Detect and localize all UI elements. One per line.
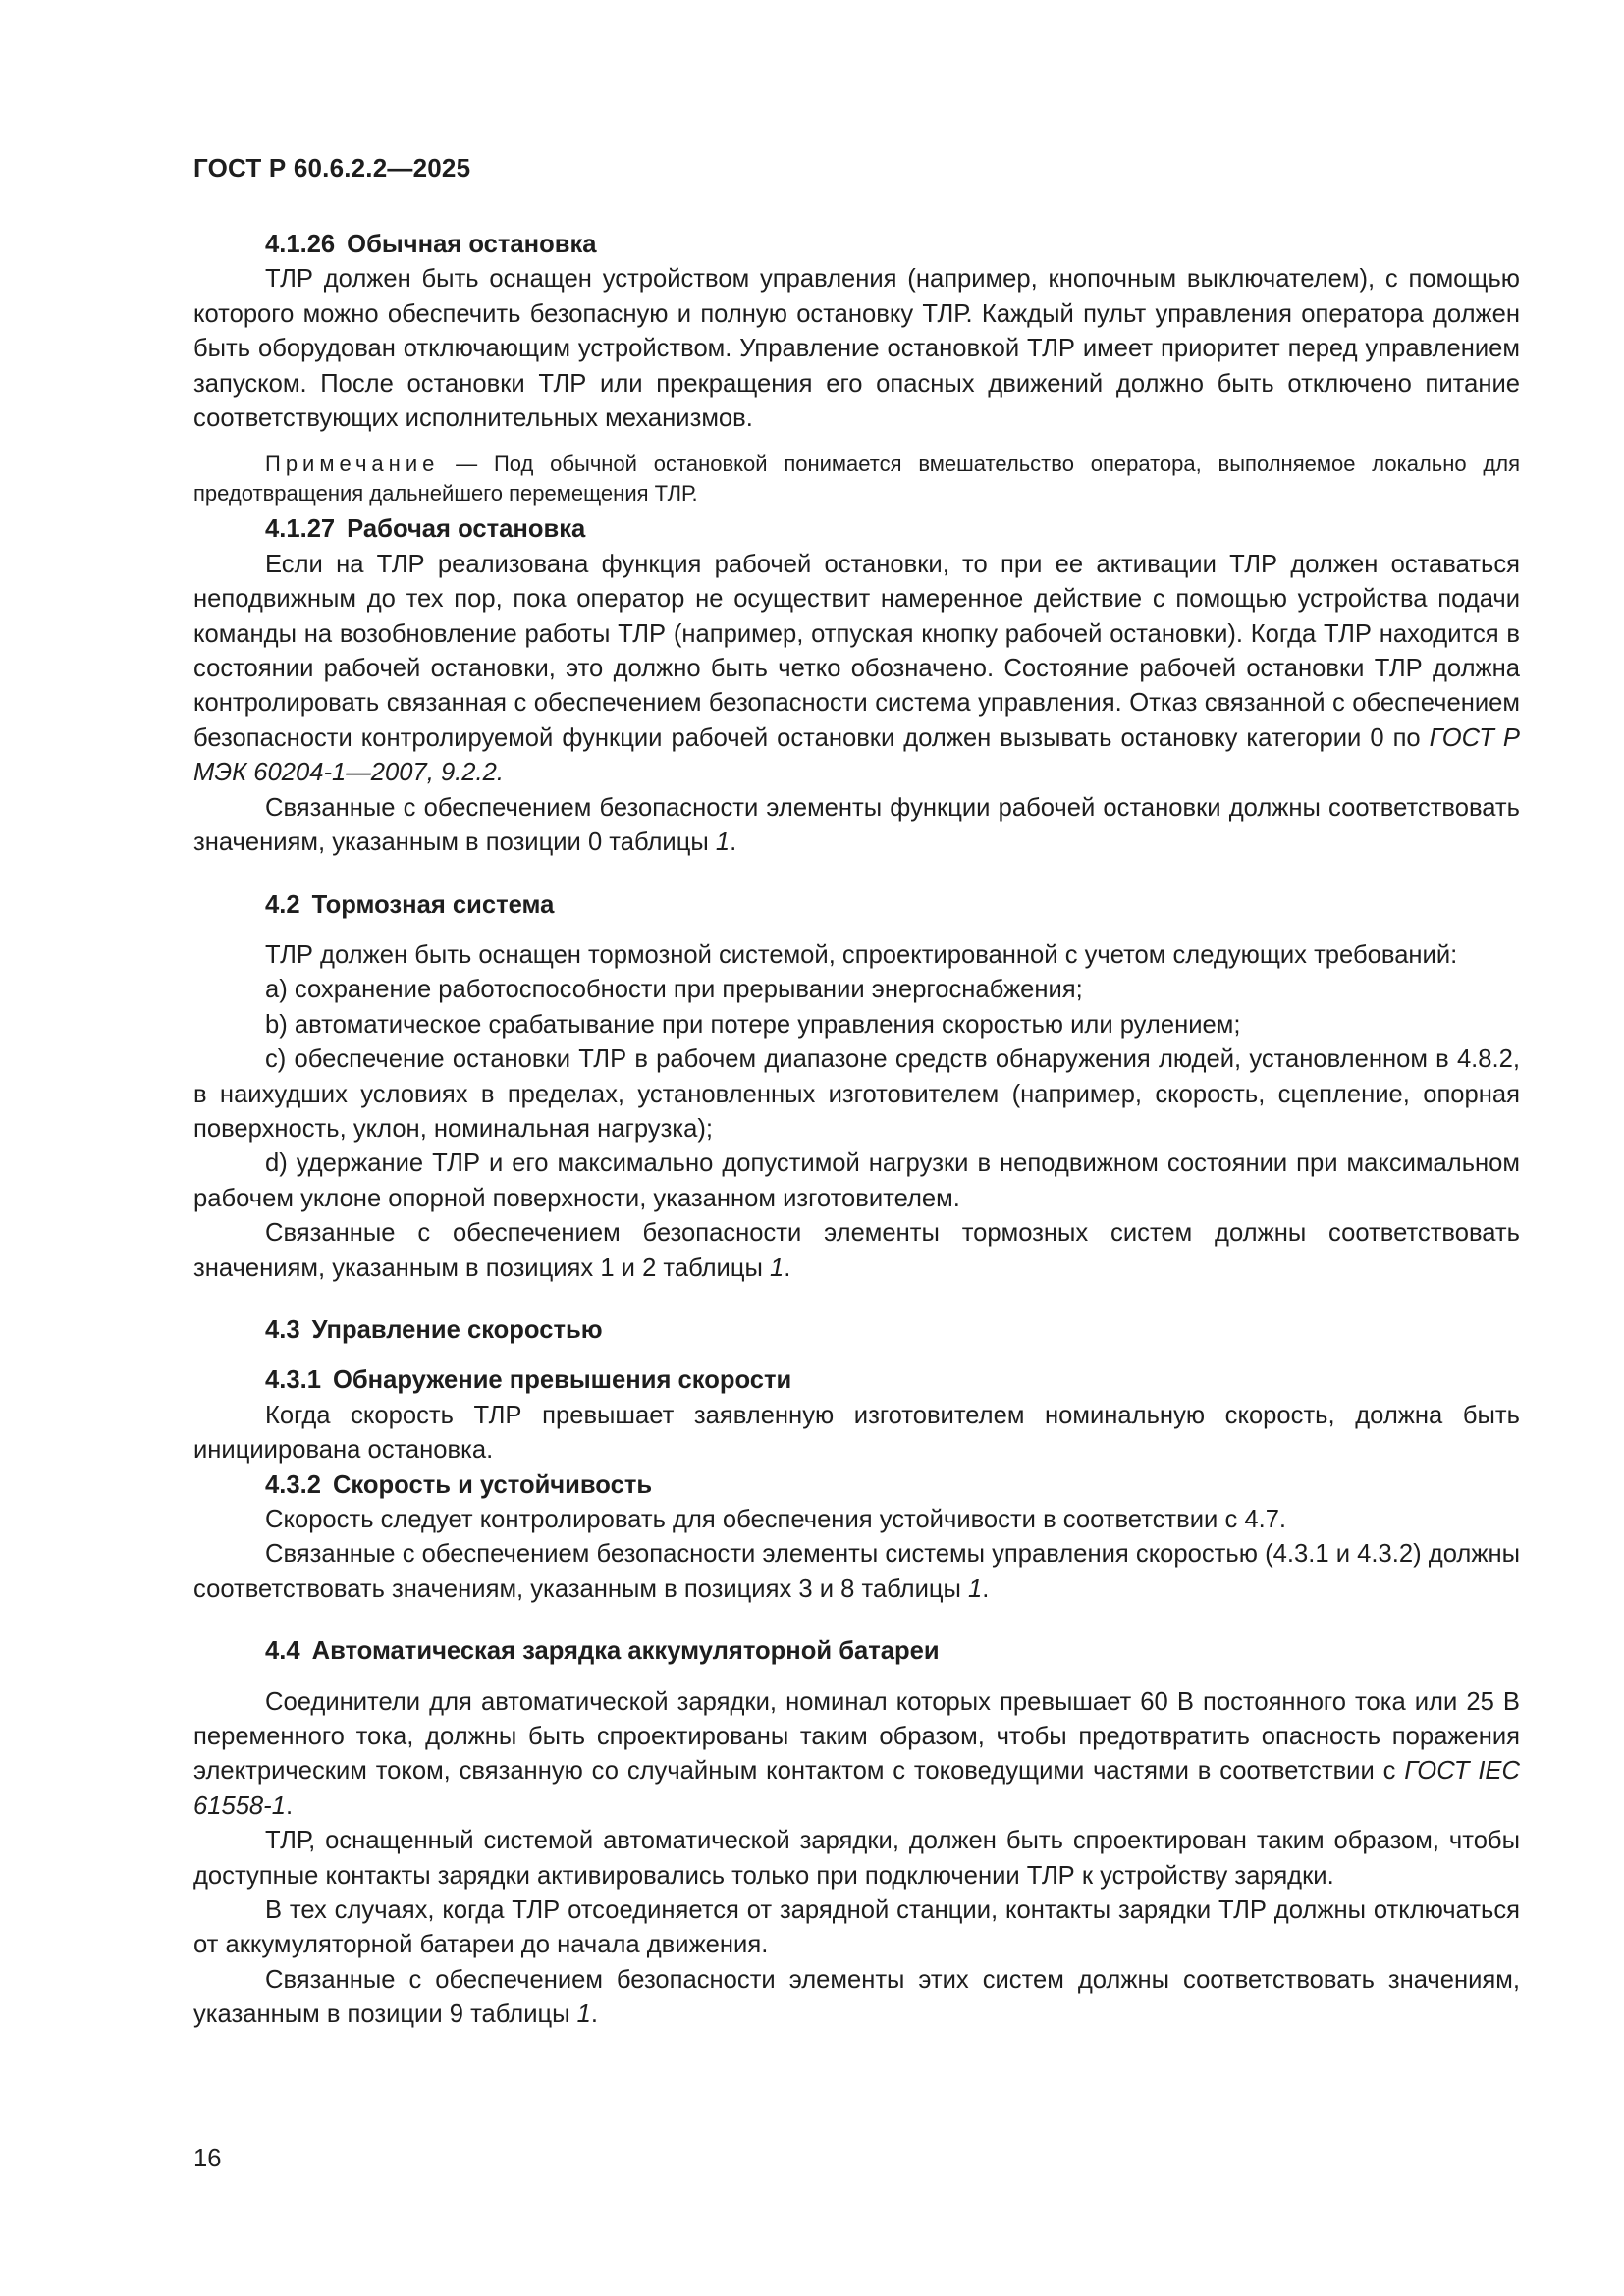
table-reference: 1 (968, 1575, 983, 1603)
section-heading-4-2 (193, 888, 1520, 923)
paragraph-text: Связанные с обеспечением безопасности элементы тормозных систем должны соответствовать значениям, указанным в позициях 1 и 2 таблицы (193, 1219, 1520, 1282)
paragraph: ТЛР, оснащенный системой автоматической зарядки, должен быть спроектирован таким образом, чтобы доступные контакты зарядки активировались только при подключении ТЛР к устройству зарядки. (193, 1827, 1520, 1890)
section-number: 4.4 (265, 1637, 300, 1666)
list-item: b) автоматическое срабатывание при потере управления скоростью или рулением; (265, 1010, 1241, 1039)
paragraph-end: . (285, 1791, 294, 1820)
paragraph: Когда скорость ТЛР превышает заявленную изготовителем номинальную скорость, должна быть инициирована остановка. (193, 1401, 1520, 1465)
standard-reference: ГОСТ IEC 61558-1 (193, 1757, 1520, 1820)
note-label: Примечание (265, 452, 440, 477)
list-item: d) удержание ТЛР и его максимально допустимой нагрузки в неподвижном состоянии при максимальном рабочем уклоне опорной поверхности, указанном изготовителем. (193, 1149, 1520, 1212)
list-item: a) сохранение работоспособности при прерывании энергоснабжения; (265, 976, 1083, 1004)
page-number: 16 (193, 2145, 222, 2172)
document-code-header: ГОСТ Р 60.6.2.2—2025 (193, 153, 471, 183)
section-title: Рабочая остановка (347, 515, 586, 544)
paragraph (193, 1963, 1520, 2033)
section-number: 4.3 (265, 1315, 300, 1344)
paragraph-text: Связанные с обеспечением безопасности элементы функции рабочей остановки должны соответствовать значениям, указанным в позиции 0 таблицы (193, 793, 1520, 857)
section-heading-4-3-2 (193, 1468, 1520, 1503)
paragraph (193, 548, 1520, 791)
document-body (193, 228, 1520, 2033)
section-number: 4.3.2 (265, 1470, 321, 1499)
list-item: c) обеспечение остановки ТЛР в рабочем диапазоне средств обнаружения людей, установленном в 4.8.2, в наихудших условиях в пределах, установленных изготовителем (например, скорость, сцепление, опорная поверхность, уклон, номинальная нагрузка); (193, 1045, 1520, 1143)
note-text: Под обычной остановкой понимается вмешательство оператора, выполняемое локально для предотвращения дальнейшего перемещения ТЛР. (193, 452, 1521, 507)
table-reference: 1 (770, 1254, 785, 1282)
paragraph (193, 1216, 1520, 1286)
paragraph-end: . (784, 1254, 791, 1282)
paragraph-end: . (590, 2001, 599, 2029)
table-reference: 1 (715, 828, 731, 857)
section-number: 4.2 (265, 890, 300, 919)
paragraph-text: Если на ТЛР реализована функция рабочей остановки, то при ее активации ТЛР должен оставаться неподвижным до тех пор, пока оператор не осуществит намеренное действие с помощью устройства подачи команды на возобновление работы ТЛР (например, отпуская кнопку рабочей остановки). Когда ТЛР находится в состоянии рабочей остановки, это должно быть четко обозначено. Состояние рабочей остановки ТЛР должна контролировать связанная с обеспечением безопасности система управления. Отказ связанной с обеспечением безопасности контролируемой функции рабочей остановки должен вызывать остановку категории 0 по (193, 550, 1520, 752)
section-title: Автоматическая зарядка аккумуляторной батареи (311, 1637, 940, 1666)
section-number: 4.1.26 (265, 231, 336, 258)
paragraph (193, 1537, 1520, 1607)
section-title: Обнаружение превышения скорости (332, 1366, 792, 1395)
section-heading-4-3 (193, 1313, 1520, 1348)
paragraph: В тех случаях, когда ТЛР отсоединяется от зарядной станции, контакты зарядки ТЛР должны отключаться от аккумуляторной батареи до начала движения. (193, 1896, 1520, 1959)
paragraph: ТЛР должен быть оснащен устройством управления (например, кнопочным выключателем), с помощью которого можно обеспечить безопасную и полную остановку ТЛР. Каждый пульт управления оператора должен быть оборудован отключающим устройством. Управление остановкой ТЛР имеет приоритет перед управлением запуском. После остановки ТЛР или прекращения его опасных движений должно быть отключено питание соответствующих исполнительных механизмов. (193, 265, 1520, 433)
section-title: Скорость и устойчивость (332, 1470, 653, 1499)
section-number: 4.3.1 (265, 1366, 321, 1395)
section-heading-4-4 (193, 1634, 1520, 1669)
paragraph-text: Связанные с обеспечением безопасности элементы системы управления скоростью (4.3.1 и 4.3.2) должны соответствовать значениям, указанным в позициях 3 и 8 таблицы (193, 1540, 1520, 1603)
paragraph (193, 791, 1520, 861)
paragraph-end: . (982, 1575, 990, 1603)
paragraph (193, 1685, 1520, 1825)
section-number: 4.1.27 (265, 515, 336, 544)
paragraph-text: Соединители для автоматической зарядки, номинал которых превышает 60 В постоянного тока или 25 В переменного тока, должны быть спроектированы таким образом, чтобы предотвратить опасность поражения электрическим током, связанную со случайным контактом с токоведущими частями в соответствии с (193, 1687, 1520, 1786)
section-title: Обычная остановка (347, 231, 597, 258)
table-reference: 1 (576, 2001, 591, 2029)
paragraph-end: . (730, 828, 737, 857)
note-dash: — (439, 452, 494, 477)
standard-reference: ГОСТ Р МЭК 60204-1—2007, 9.2.2. (193, 723, 1520, 787)
note (193, 450, 1520, 508)
paragraph-text: Связанные с обеспечением безопасности элементы этих систем должны соответствовать значениям, указанным в позиции 9 таблицы (193, 1965, 1520, 2029)
section-heading-4-1-27 (193, 512, 1520, 547)
section-heading-4-3-1 (193, 1363, 1520, 1398)
section-title: Тормозная система (311, 890, 555, 919)
paragraph: ТЛР должен быть оснащен тормозной системой, спроектированной с учетом следующих требований: (265, 940, 1458, 969)
section-title: Управление скоростью (311, 1315, 603, 1344)
section-heading-4-1-26 (193, 228, 1520, 262)
paragraph: Скорость следует контролировать для обеспечения устойчивости в соответствии с 4.7. (265, 1506, 1287, 1533)
